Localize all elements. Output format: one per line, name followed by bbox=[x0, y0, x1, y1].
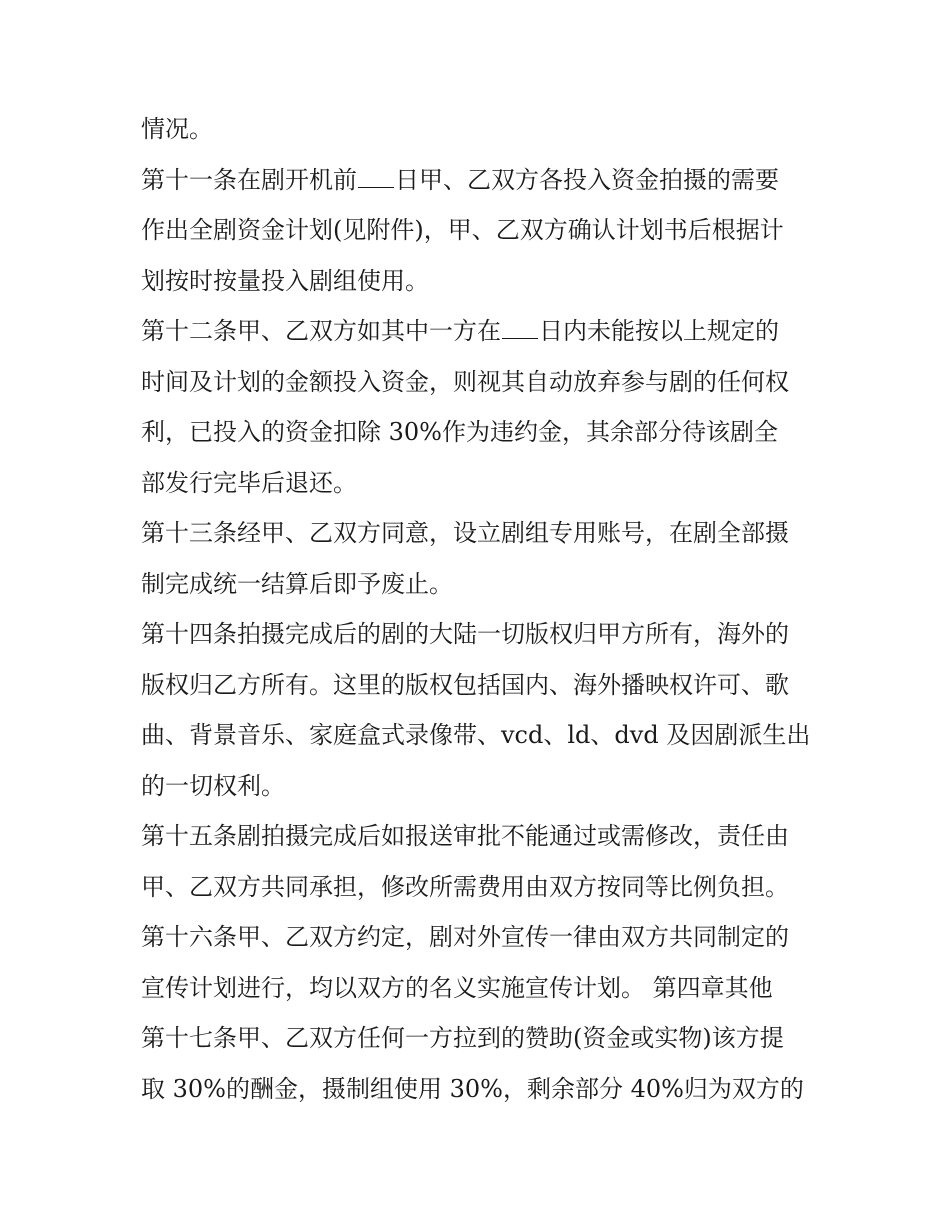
text-line: 版权归乙方所有。这里的版权包括国内、海外播映权许可、歌 bbox=[141, 670, 789, 699]
text-line: 划按时按量投入剧组使用。 bbox=[141, 266, 429, 295]
text-line: 第十二条甲、乙双方如其中一方在 日内未能按以上规定的 bbox=[141, 306, 821, 357]
text-line: 作出全剧资金计划(见附件)，甲、乙双方确认计划书后根据计 bbox=[141, 216, 784, 244]
text-line: 宣传计划进行，均以双方的名义实施宣传计划。 第四章其他 bbox=[141, 973, 773, 1002]
text-line: 第十三条经甲、乙双方同意，设立剧组专用账号，在剧全部摄 bbox=[141, 519, 789, 547]
text-line: 情况。 bbox=[141, 115, 213, 143]
text-line: 曲、背景音乐、家庭盒式录像带、vcd、ld、dvd 及因剧派生出 bbox=[141, 721, 811, 749]
text-line: 第十七条甲、乙双方任何一方拉到的赞助(资金或实物)该方提 bbox=[141, 1024, 784, 1052]
text-line: 第十五条剧拍摄完成后如报送审批不能通过或需修改，责任由 bbox=[141, 822, 789, 850]
text-line: 部发行完毕后退还。 bbox=[141, 468, 357, 497]
text-line: 时间及计划的金额投入资金，则视其自动放弃参与剧的任何权 bbox=[141, 367, 789, 396]
text-line: 甲、乙双方共同承担，修改所需费用由双方按同等比例负担。 bbox=[141, 872, 789, 901]
document-body bbox=[141, 104, 821, 1114]
fill-in-blank bbox=[358, 163, 394, 188]
text-line: 第十四条拍摄完成后的剧的大陆一切版权归甲方所有，海外的 bbox=[141, 620, 789, 648]
text-line: 的一切权利。 bbox=[141, 771, 285, 800]
text-line: 制完成统一结算后即予废止。 bbox=[141, 569, 453, 598]
text-line: 利，已投入的资金扣除 30%作为违约金，其余部分待该剧全 bbox=[141, 418, 778, 446]
text-line: 第十六条甲、乙双方约定，剧对外宣传一律由双方共同制定的 bbox=[141, 923, 789, 951]
text-line: 第十一条在剧开机前 日甲、乙双方各投入资金拍摄的需要 bbox=[141, 155, 821, 206]
fill-in-blank bbox=[502, 314, 538, 339]
text-line: 取 30%的酬金，摄制组使用 30%，剩余部分 40%归为双方的 bbox=[141, 1074, 804, 1103]
